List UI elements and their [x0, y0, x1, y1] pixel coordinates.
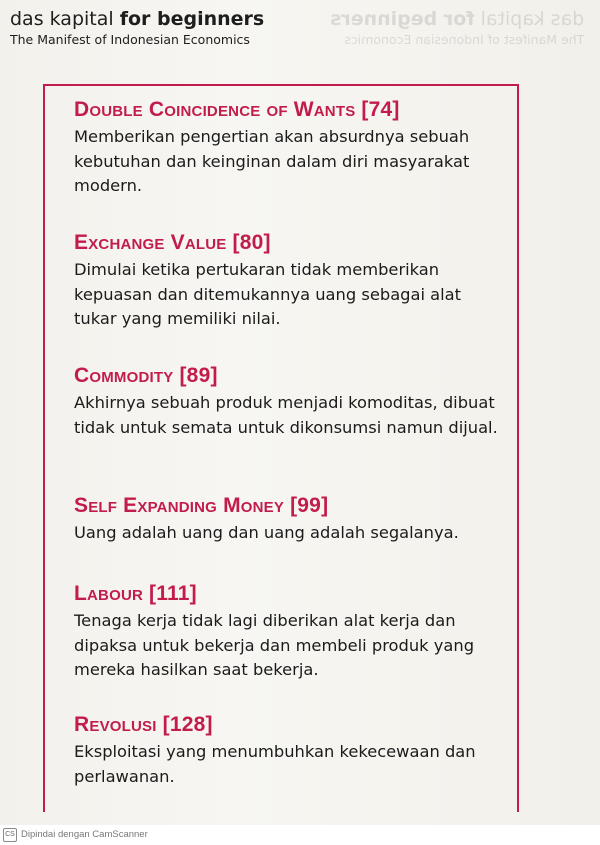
entry-commodity: [74, 362, 506, 440]
entry-self-expanding-money: [74, 492, 506, 546]
entry-double-coincidence: [74, 96, 506, 199]
entry-title: Self Expanding Money [99]: [74, 494, 329, 517]
bleed-subtitle: The Manifest of Indonesian Economics: [344, 32, 585, 47]
bleed-title-light: das kapital: [480, 8, 585, 30]
bleed-through-header: [330, 6, 584, 48]
book-title-bold: for beginners: [119, 8, 265, 30]
entry-body: Tenaga kerja tidak lagi diberikan alat kerja dan dipaksa untuk bekerja dan membeli produk yang mereka hasilkan saat bekerja.: [74, 611, 475, 679]
entry-title: Revolusi [128]: [74, 713, 213, 736]
camscanner-logo-icon: CS: [3, 828, 17, 842]
entry-title: Commodity [89]: [74, 364, 218, 387]
book-subtitle: The Manifest of Indonesian Economics: [10, 32, 250, 47]
entry-body: Uang adalah uang dan uang adalah segalanya.: [74, 523, 459, 542]
entry-body: Dimulai ketika pertukaran tidak memberikan kepuasan dan ditemukannya uang sebagai alat tukar yang memiliki nilai.: [74, 260, 462, 328]
scanner-watermark-text: Dipindai dengan CamScanner: [21, 829, 148, 840]
entry-title: Double Coincidence of Wants [74]: [74, 98, 400, 121]
entry-title: Exchange Value [80]: [74, 231, 271, 254]
entry-body: Akhirnya sebuah produk menjadi komoditas, dibuat tidak untuk semata untuk dikonsumsi namun dijual.: [74, 393, 498, 437]
scanner-footer: [0, 825, 600, 845]
entry-body: Eksploitasi yang menumbuhkan kekecewaan dan perlawanan.: [74, 742, 476, 786]
page-header: [10, 6, 310, 48]
entry-title: Labour [111]: [74, 582, 197, 605]
entry-body: Memberikan pengertian akan absurdnya sebuah kebutuhan dan keinginan dalam diri masyarakat modern.: [74, 127, 470, 195]
book-title: [10, 6, 310, 32]
entry-revolusi: [74, 711, 506, 789]
book-title-light: das kapital: [10, 8, 114, 30]
entry-labour: [74, 580, 506, 683]
bleed-title-bold: for beginners: [330, 8, 475, 30]
entry-exchange-value: [74, 229, 506, 332]
